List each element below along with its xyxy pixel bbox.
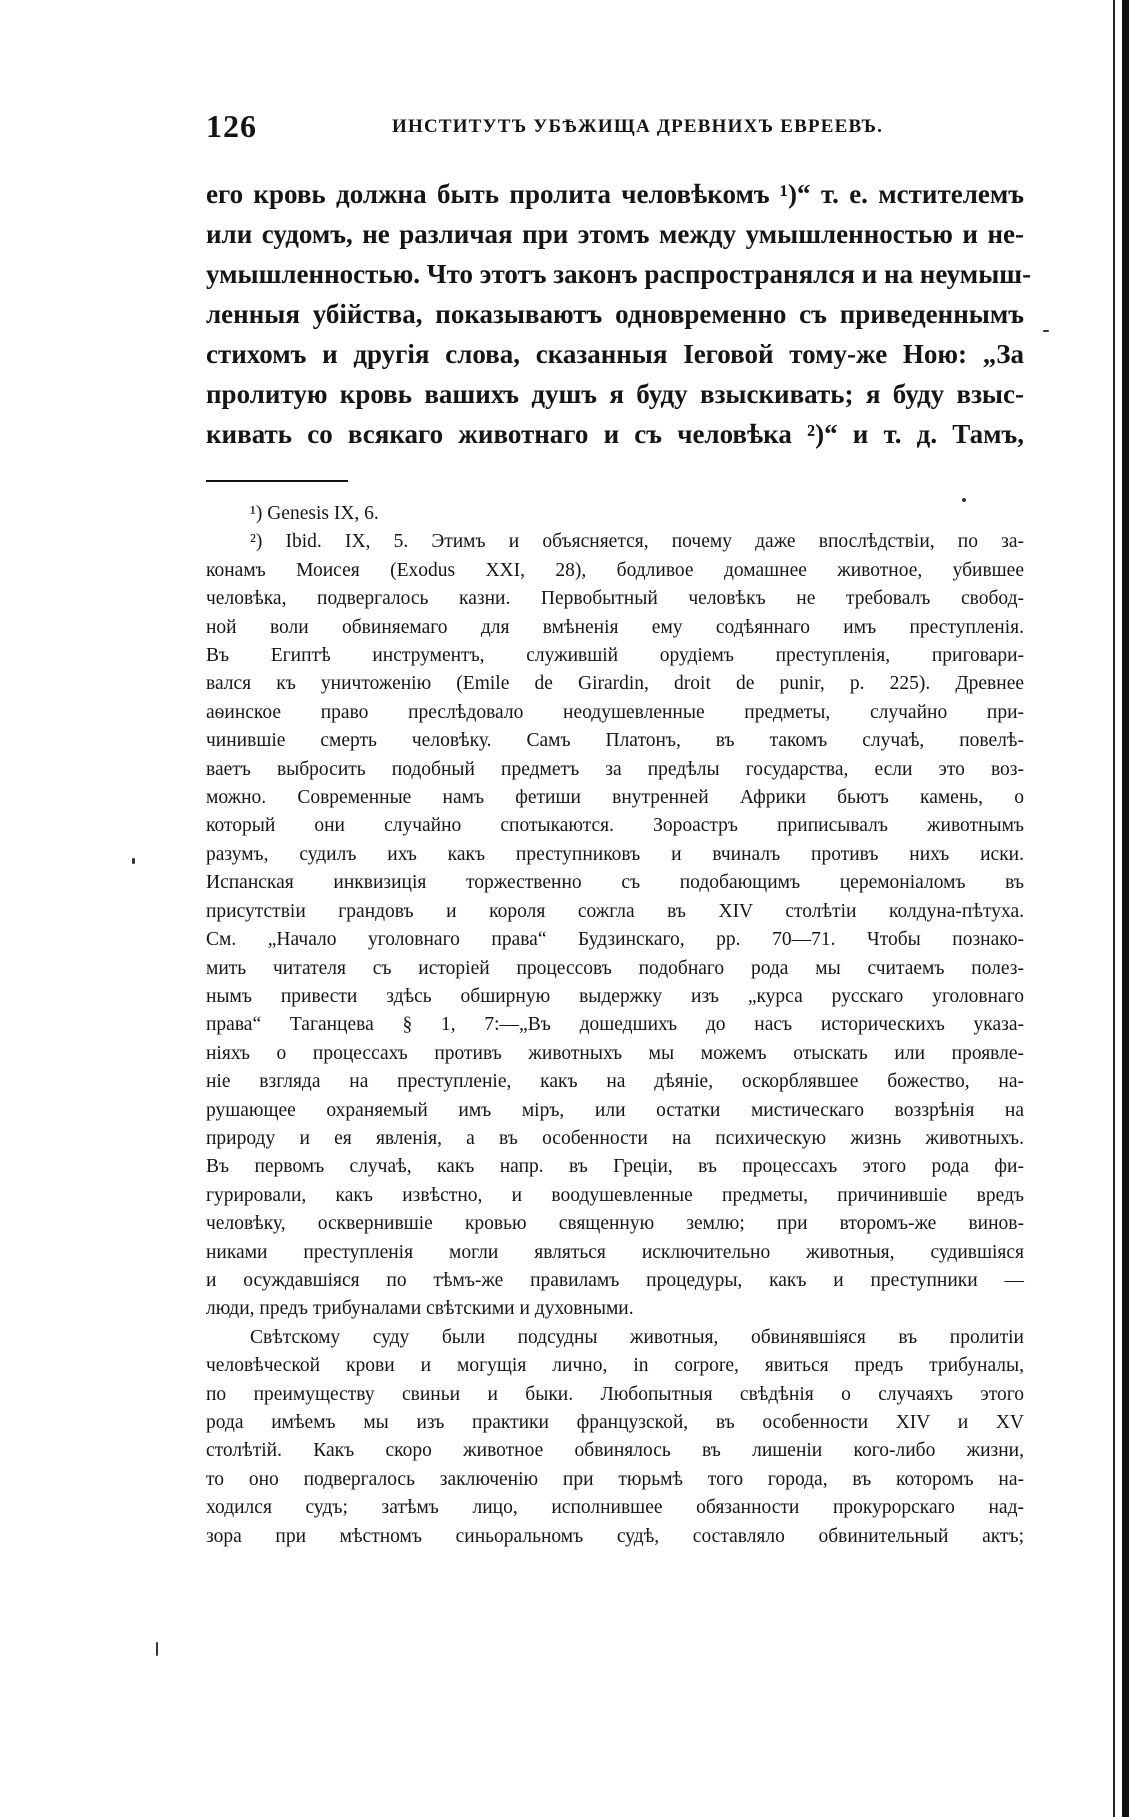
main-text-line: ленныя убійства, показываютъ одновременно съ приведеннымъ: [206, 299, 1024, 329]
footnote-2-line: Въ Египтѣ инструментъ, служившій орудіемъ преступленія, приговари-: [206, 645, 1024, 667]
footnote-continuation-line: ходился судъ; затѣмъ лицо, исполнившее обязанности прокурорскаго над-: [206, 1497, 1024, 1519]
scan-speck: [1043, 330, 1049, 332]
footnote-2-line: права“ Таганцева § 1, 7:—„Въ дошедшихъ до насъ историческихъ указа-: [206, 1014, 1024, 1036]
main-text-line: стихомъ и другія слова, сказанныя Іеговой тому-же Ною: „За: [206, 339, 1024, 369]
footnote-continuation-line: человѣческой крови и могущія лично, in corpore, явиться предъ трибуналы,: [206, 1355, 1024, 1377]
footnote-2-line: природу и ея явленія, а въ особенности на психическую жизнь животныхъ.: [206, 1127, 1024, 1149]
footnote-2-line: мить читателя съ исторіей процессовъ подобнаго рода мы считаемъ полез-: [206, 957, 1024, 979]
footnote-continuation-line: по преимуществу свиньи и быки. Любопытныя свѣдѣнія о случаяхъ этого: [206, 1383, 1024, 1405]
footnote-2-line: чинившіе смерть человѣку. Самъ Платонъ, въ такомъ случаѣ, повелѣ-: [206, 730, 1024, 752]
footnote-2-line: конамъ Моисея (Exodus XXI, 28), бодливое домашнее животное, убившее: [206, 559, 1024, 581]
main-text-line: кивать со всякаго животнаго и съ человѣка ²)“ и т. д. Тамъ,: [206, 419, 1024, 449]
footnote-2-line: гурировали, какъ извѣстно, и воодушевленные предметы, причинившіе вредъ: [206, 1184, 1024, 1206]
page-header: [0, 108, 1140, 148]
footnote-2-line: ніяхъ о процессахъ противъ животныхъ мы можемъ отыскать или проявле-: [206, 1042, 1024, 1064]
footnotes-block: [206, 500, 1024, 1551]
footnote-2-line: ной воли обвиняемаго для вмѣненія ему содѣяннаго имъ преступленія.: [206, 616, 1024, 638]
scan-edge-border: [1122, 0, 1129, 1817]
running-title: ИНСТИТУТЪ УБѢЖИЩА ДРЕВНИХЪ ЕВРЕЕВЪ.: [392, 116, 884, 137]
footnote-2-line: ніе взгляда на преступленіе, какъ на дѣяніе, оскорблявшее божество, на-: [206, 1071, 1024, 1093]
footnote-separator: [206, 480, 348, 482]
main-text-line: его кровь должна быть пролита человѣкомъ ¹)“ т. е. мстителемъ: [206, 179, 1024, 209]
footnote-2-line: См. „Начало уголовнаго права“ Будзинскаго, pp. 70—71. Чтобы познако-: [206, 929, 1024, 951]
footnote-2-line: человѣку, осквернившіе кровью священную землю; при второмъ-же винов-: [206, 1213, 1024, 1235]
footnote-2-line: Въ первомъ случаѣ, какъ напр. въ Греціи, въ процессахъ этого рода фи-: [206, 1156, 1024, 1178]
main-text-line: пролитую кровь вашихъ душъ я буду взыскивать; я буду взыс-: [206, 379, 1024, 409]
footnote-continuation-line: то оно подвергалось заключенію при тюрьмѣ того города, въ которомъ на-: [206, 1468, 1024, 1490]
scan-speck: [132, 858, 135, 864]
footnote-2-line: нымъ привести здѣсь обширную выдержку изъ „курса русскаго уголовнаго: [206, 985, 1024, 1007]
footnote-continuation-line: столѣтій. Какъ скоро животное обвинялось въ лишеніи кого-либо жизни,: [206, 1440, 1024, 1462]
page-number: 126: [206, 108, 257, 144]
footnote-2-line: никами преступленія могли являться исключительно животныя, судившіяся: [206, 1241, 1024, 1263]
footnote-2-line: можно. Современные намъ фетиши внутренней Африки бьютъ камень, о: [206, 787, 1024, 809]
footnote-2-line: рушающее охраняемый имъ міръ, или остатки мистическаго воззрѣнія на: [206, 1099, 1024, 1121]
footnote-2-line: аѳинское право преслѣдовало неодушевленные предметы, случайно при-: [206, 701, 1024, 723]
main-text-line: умышленностью. Что этотъ законъ распространялся и на неумыш-: [206, 259, 1032, 289]
footnote-2-line: люди, предъ трибуналами свѣтскими и духовными.: [206, 1298, 634, 1320]
footnote-2-line: вался къ уничтоженію (Emile de Girardin, droit de punir, p. 225). Древнее: [206, 673, 1024, 695]
footnote-2-line: разумъ, судилъ ихъ какъ преступниковъ и вчиналъ противъ нихъ иски.: [206, 843, 1024, 865]
footnote-2-line: и осуждавшіяся по тѣмъ-же правиламъ процедуры, какъ и преступники —: [206, 1269, 1024, 1291]
scan-speck: [156, 1642, 158, 1656]
scan-speck: [962, 498, 966, 502]
main-text-block: [206, 174, 1032, 454]
footnote-continuation-line: Свѣтскому суду были подсудны животныя, обвинявшіяся въ пролитіи: [250, 1326, 1024, 1348]
footnote-continuation-line: рода имѣемъ мы изъ практики французской, въ особенности XIV и XV: [206, 1412, 1024, 1433]
main-text-line: или судомъ, не различая при этомъ между умышленностью и не-: [206, 219, 1024, 249]
footnote-1: ¹) Genesis IX, 6.: [250, 503, 379, 524]
footnote-2-line: Испанская инквизиція торжественно съ подобающимъ церемоніаломъ въ: [206, 872, 1024, 894]
footnote-2-line: человѣка, подвергалось казни. Первобытный человѣкъ не требовалъ свобод-: [206, 588, 1024, 610]
footnote-2-line: присутствіи грандовъ и короля сожгла въ XIV столѣтіи колдуна-пѣтуха.: [206, 900, 1024, 922]
footnote-continuation-line: зора при мѣстномъ синьоральномъ судѣ, составляло обвинительный актъ;: [206, 1525, 1024, 1547]
footnote-2-line: ваетъ выбросить подобный предметъ за предѣлы государства, если это воз-: [206, 758, 1024, 780]
footnote-2-line: ²) Ibid. IX, 5. Этимъ и объясняется, почему даже впослѣдствіи, по за-: [250, 531, 1024, 553]
scan-edge-line: [1113, 0, 1115, 1817]
footnote-2-line: который они случайно спотыкаются. Зороастръ приписывалъ животнымъ: [206, 815, 1024, 837]
